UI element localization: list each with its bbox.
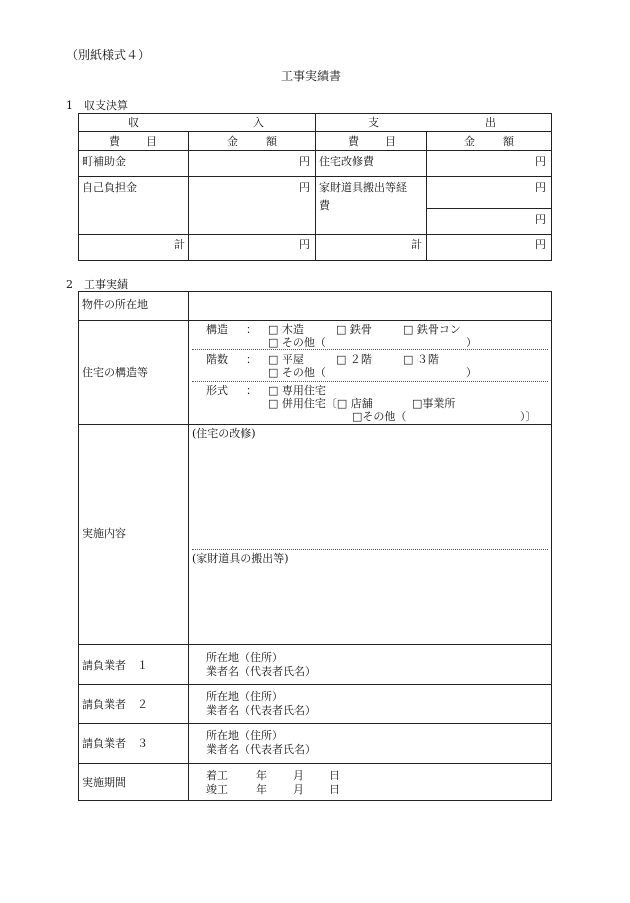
kozo-option-other: □ その他（ (268, 336, 326, 349)
contractor-name: 業者名（代表者氏名） (206, 665, 316, 678)
period-start-month: 月 (293, 769, 304, 782)
work-divider (78, 763, 552, 764)
kozo-option-wood: □ 木造 (268, 323, 304, 336)
contractor-label: 請負業者 ２ (82, 698, 148, 711)
col-header-amount: 金 額 (227, 135, 277, 148)
budget-divider (426, 208, 552, 209)
col-header-item: 費 目 (109, 135, 157, 148)
property-location-label: 物件の所在地 (82, 298, 148, 311)
page-title: 工事実績書 (281, 69, 342, 83)
expense-item: 住宅改修費 (319, 155, 374, 168)
work-renovation-heading: (住宅の改修) (192, 427, 256, 440)
income-unit: 円 (299, 181, 310, 194)
budget-divider (188, 131, 189, 261)
contractor-label: 請負業者 １ (82, 659, 148, 672)
period-label: 実施期間 (82, 776, 126, 789)
keishiki-option-other: □その他（ (352, 410, 407, 423)
contractor-address: 所在地（住所） (206, 729, 283, 742)
col-header-amount: 金 額 (464, 135, 514, 148)
work-dotted-divider (192, 549, 548, 550)
work-divider (188, 291, 189, 801)
kozo-colon: ： (246, 323, 257, 336)
structure-dotted-divider (192, 349, 548, 350)
contractor-label: 請負業者 ３ (82, 737, 148, 750)
kozo-option-steel: □ 鉄骨 (336, 323, 372, 336)
kaisu-option-2f: □ ２階 (336, 353, 372, 366)
total-unit: 円 (299, 238, 310, 251)
total-label: 計 (411, 238, 422, 251)
expense-unit: 円 (535, 181, 546, 194)
structure-dotted-divider (192, 381, 548, 382)
period-start-year: 年 (256, 769, 267, 782)
keishiki-colon: ： (246, 384, 257, 397)
section2-heading: 2 工事実績 (66, 278, 128, 291)
keishiki-option-mixed: □ 併用住宅〔□ 店舗 (268, 397, 373, 410)
expense-header: 支 出 (368, 116, 496, 129)
kaisu-other-close: ） (466, 366, 477, 379)
expense-unit: 円 (535, 213, 546, 226)
kozo-other-close: ） (466, 336, 477, 349)
income-unit: 円 (299, 155, 310, 168)
contractor-name: 業者名（代表者氏名） (206, 704, 316, 717)
col-header-item: 費 目 (348, 135, 396, 148)
work-divider (78, 424, 552, 425)
kaisu-colon: ： (246, 353, 257, 366)
work-divider (78, 684, 552, 685)
total-unit: 円 (535, 238, 546, 251)
section1-heading: 1 収支決算 (66, 99, 128, 112)
income-item: 自己負担金 (82, 181, 137, 194)
income-header: 収 入 (128, 116, 264, 129)
period-start-day: 日 (329, 769, 340, 782)
kaisu-option-3f: □ ３階 (403, 353, 439, 366)
expense-item: 家財道具搬出等経 (319, 181, 407, 194)
kaisu-label: 階数 (206, 353, 228, 366)
income-item: 町補助金 (82, 155, 126, 168)
keishiki-other-close: ）〕 (520, 410, 537, 423)
expense-item: 費 (319, 199, 330, 212)
keishiki-option-office: □事業所 (412, 397, 456, 410)
work-divider (78, 723, 552, 724)
work-divider (78, 320, 552, 321)
total-label: 計 (174, 238, 185, 251)
work-label: 実施内容 (82, 527, 126, 540)
contractor-address: 所在地（住所） (206, 690, 283, 703)
period-end-label: 竣工 (206, 783, 228, 796)
keishiki-label: 形式 (206, 384, 228, 397)
contractor-address: 所在地（住所） (206, 651, 283, 664)
period-end-month: 月 (293, 783, 304, 796)
period-start-label: 着工 (206, 769, 228, 782)
work-removal-heading: (家財道具の搬出等) (192, 552, 289, 565)
keishiki-option-dedicated: □ 専用住宅 (268, 384, 326, 397)
form-number: （別紙様式４） (66, 48, 151, 62)
period-end-year: 年 (256, 783, 267, 796)
expense-unit: 円 (535, 155, 546, 168)
kaisu-option-other: □ その他（ (268, 366, 326, 379)
kaisu-option-1f: □ 平屋 (268, 353, 304, 366)
kozo-option-steel-concrete: □ 鉄骨コン (403, 323, 461, 336)
structure-label: 住宅の構造等 (82, 366, 148, 379)
budget-divider (315, 113, 316, 261)
work-divider (78, 644, 552, 645)
period-end-day: 日 (329, 783, 340, 796)
kozo-label: 構造 (206, 323, 228, 336)
budget-divider (426, 131, 427, 261)
contractor-name: 業者名（代表者氏名） (206, 743, 316, 756)
